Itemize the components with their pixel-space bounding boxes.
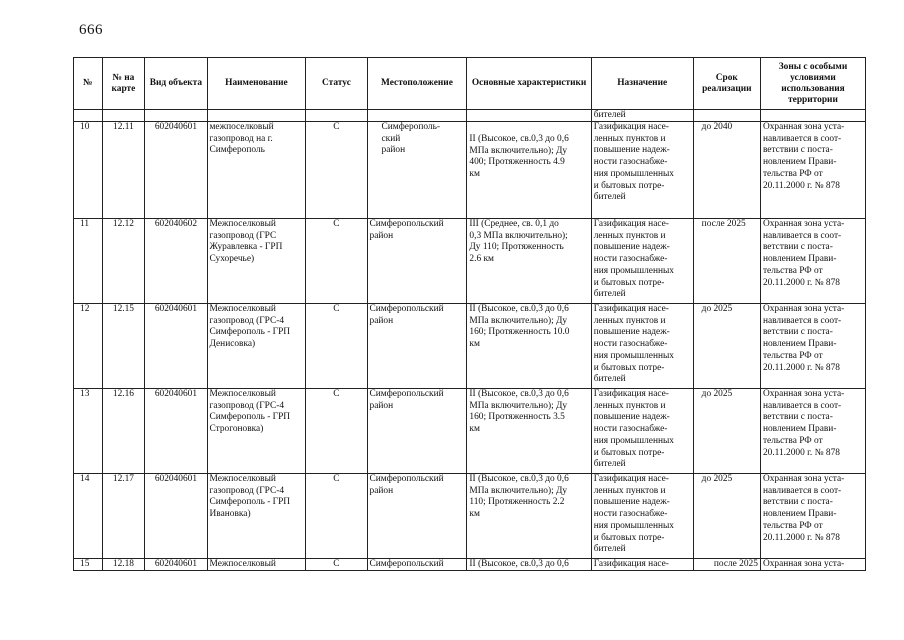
object-zones: Охранная зона уста- навливается в соот- ветствии с поста- новлением Прави- тельства РФ от 20.11.2000 г. № 878 <box>762 474 845 543</box>
header-purpose: Назначение <box>591 58 693 110</box>
header-location: Местоположение <box>367 58 467 110</box>
object-term: после 2025 <box>701 219 746 229</box>
object-name: Межпоселковый газопровод (ГРС-4 Симферополь - ГРП Денисовка) <box>209 304 291 350</box>
header-characteristics: Основные характеристики <box>467 58 591 110</box>
map-number: 12.18 <box>112 559 134 569</box>
object-location: Симферопольский район <box>369 389 444 411</box>
table-row <box>74 219 866 304</box>
object-status: С <box>333 474 340 484</box>
header-zones: Зоны с особыми условиями использования территории <box>760 58 865 110</box>
map-number: 12.15 <box>112 304 134 314</box>
object-status: С <box>333 122 340 132</box>
row-number: 11 <box>80 219 90 229</box>
object-location: Симферопольский район <box>369 219 444 241</box>
table-row <box>74 122 866 219</box>
map-number: 12.16 <box>112 389 134 399</box>
table-row <box>74 474 866 559</box>
object-purpose: Газификация насе- ленных пунктов и повышение надеж- ности газоснабже- ния промышленных и бытовых потре- бителей <box>593 219 674 300</box>
map-number: 12.12 <box>112 219 134 229</box>
header-num: № <box>74 58 103 110</box>
object-location: Симферопольский район <box>369 474 444 496</box>
object-status: С <box>333 389 340 399</box>
header-name: Наименование <box>207 58 306 110</box>
object-term: до 2025 <box>701 389 733 399</box>
row-number: 14 <box>80 474 90 484</box>
object-code: 602040601 <box>154 389 197 399</box>
object-characteristics: II (Высокое, св.0,3 до 0,6 <box>469 559 569 569</box>
object-location: Симферопольский <box>369 559 444 569</box>
object-location: Симферополь- ский район <box>381 122 440 156</box>
object-code: 602040601 <box>154 474 197 484</box>
object-name: Межпоселковый газопровод (ГРС-4 Симферополь - ГРП Ивановка) <box>209 474 291 520</box>
object-location: Симферопольский район <box>369 304 444 326</box>
header-status: Статус <box>306 58 367 110</box>
object-term: до 2025 <box>701 474 733 484</box>
map-number: 12.11 <box>113 122 134 132</box>
object-name: Межпоселковый газопровод (ГРС Журавлевка - ГРП Сухоречье) <box>209 219 283 265</box>
object-purpose: Газификация насе- ленных пунктов и повышение надеж- ности газоснабже- ния промышленных и бытовых потре- бителей <box>593 389 674 470</box>
header-map-num: № на карте <box>102 58 145 110</box>
header-term: Срок реализации <box>693 58 760 110</box>
table-header-row <box>74 58 866 110</box>
object-characteristics: III (Среднее, св. 0,1 до 0,3 МПа включительно); Ду 110; Протяженность 2.6 км <box>469 219 568 265</box>
object-name: межпоселковый газопровод на г. Симферополь <box>209 122 274 156</box>
object-status: С <box>333 304 340 314</box>
object-purpose: Газификация насе- <box>593 559 669 569</box>
object-characteristics: II (Высокое, св.0,3 до 0,6 МПа включительно); Ду 160; Протяженность 3.5 км <box>469 389 569 435</box>
object-characteristics: II (Высокое, св.0,3 до 0,6 МПа включительно); Ду 160; Протяженность 10.0 км <box>469 304 570 350</box>
object-zones: Охранная зона уста- навливается в соот- ветствии с поста- новлением Прави- тельства РФ от 20.11.2000 г. № 878 <box>762 304 845 373</box>
continuation-row <box>74 110 866 122</box>
object-zones: Охранная зона уста- навливается в соот- ветствии с поста- новлением Прави- тельства РФ от 20.11.2000 г. № 878 <box>762 219 845 288</box>
object-zones: Охранная зона уста- навливается в соот- ветствии с поста- новлением Прави- тельства РФ от 20.11.2000 г. № 878 <box>762 389 845 458</box>
object-term: до 2025 <box>701 304 733 314</box>
table-row <box>74 304 866 389</box>
object-purpose: Газификация насе- ленных пунктов и повышение надеж- ности газоснабже- ния промышленных и бытовых потре- бителей <box>593 304 674 385</box>
row-number: 13 <box>80 389 90 399</box>
object-name: Межпоселковый газопровод (ГРС-4 Симферополь - ГРП Строгоновка) <box>209 389 291 435</box>
object-term: до 2040 <box>701 122 733 132</box>
object-characteristics: II (Высокое, св.0,3 до 0,6 МПа включительно); Ду 400; Протяженность 4.9 км <box>469 134 569 180</box>
object-zones: Охранная зона уста- навливается в соот- ветствии с поста- новлением Прави- тельства РФ от 20.11.2000 г. № 878 <box>762 122 845 191</box>
object-characteristics: II (Высокое, св.0,3 до 0,6 МПа включительно); Ду 110; Протяженность 2.2 км <box>469 474 569 520</box>
object-code: 602040601 <box>154 559 197 569</box>
purpose-continuation: бителей <box>591 110 693 122</box>
object-code: 602040601 <box>154 304 197 314</box>
object-code: 602040602 <box>154 219 197 229</box>
table-row <box>74 389 866 474</box>
row-number: 15 <box>80 559 90 569</box>
registry-table <box>73 57 866 571</box>
object-code: 602040601 <box>154 122 197 132</box>
page-number: 666 <box>79 22 103 38</box>
header-object-type: Вид объекта <box>145 58 207 110</box>
row-number: 12 <box>80 304 90 314</box>
object-purpose: Газификация насе- ленных пунктов и повышение надеж- ности газоснабже- ния промышленных и бытовых потре- бителей <box>593 474 674 555</box>
object-status: С <box>333 219 340 229</box>
object-status: С <box>333 559 340 569</box>
map-number: 12.17 <box>112 474 134 484</box>
object-name: Межпоселковый <box>209 559 276 569</box>
object-purpose: Газификация насе- ленных пунктов и повышение надеж- ности газоснабже- ния промышленных и бытовых потре- бителей <box>593 122 674 203</box>
object-term: после 2025 <box>713 559 758 569</box>
table-row-partial <box>74 559 866 571</box>
row-number: 10 <box>80 122 90 132</box>
object-zones: Охранная зона уста- <box>762 559 845 569</box>
